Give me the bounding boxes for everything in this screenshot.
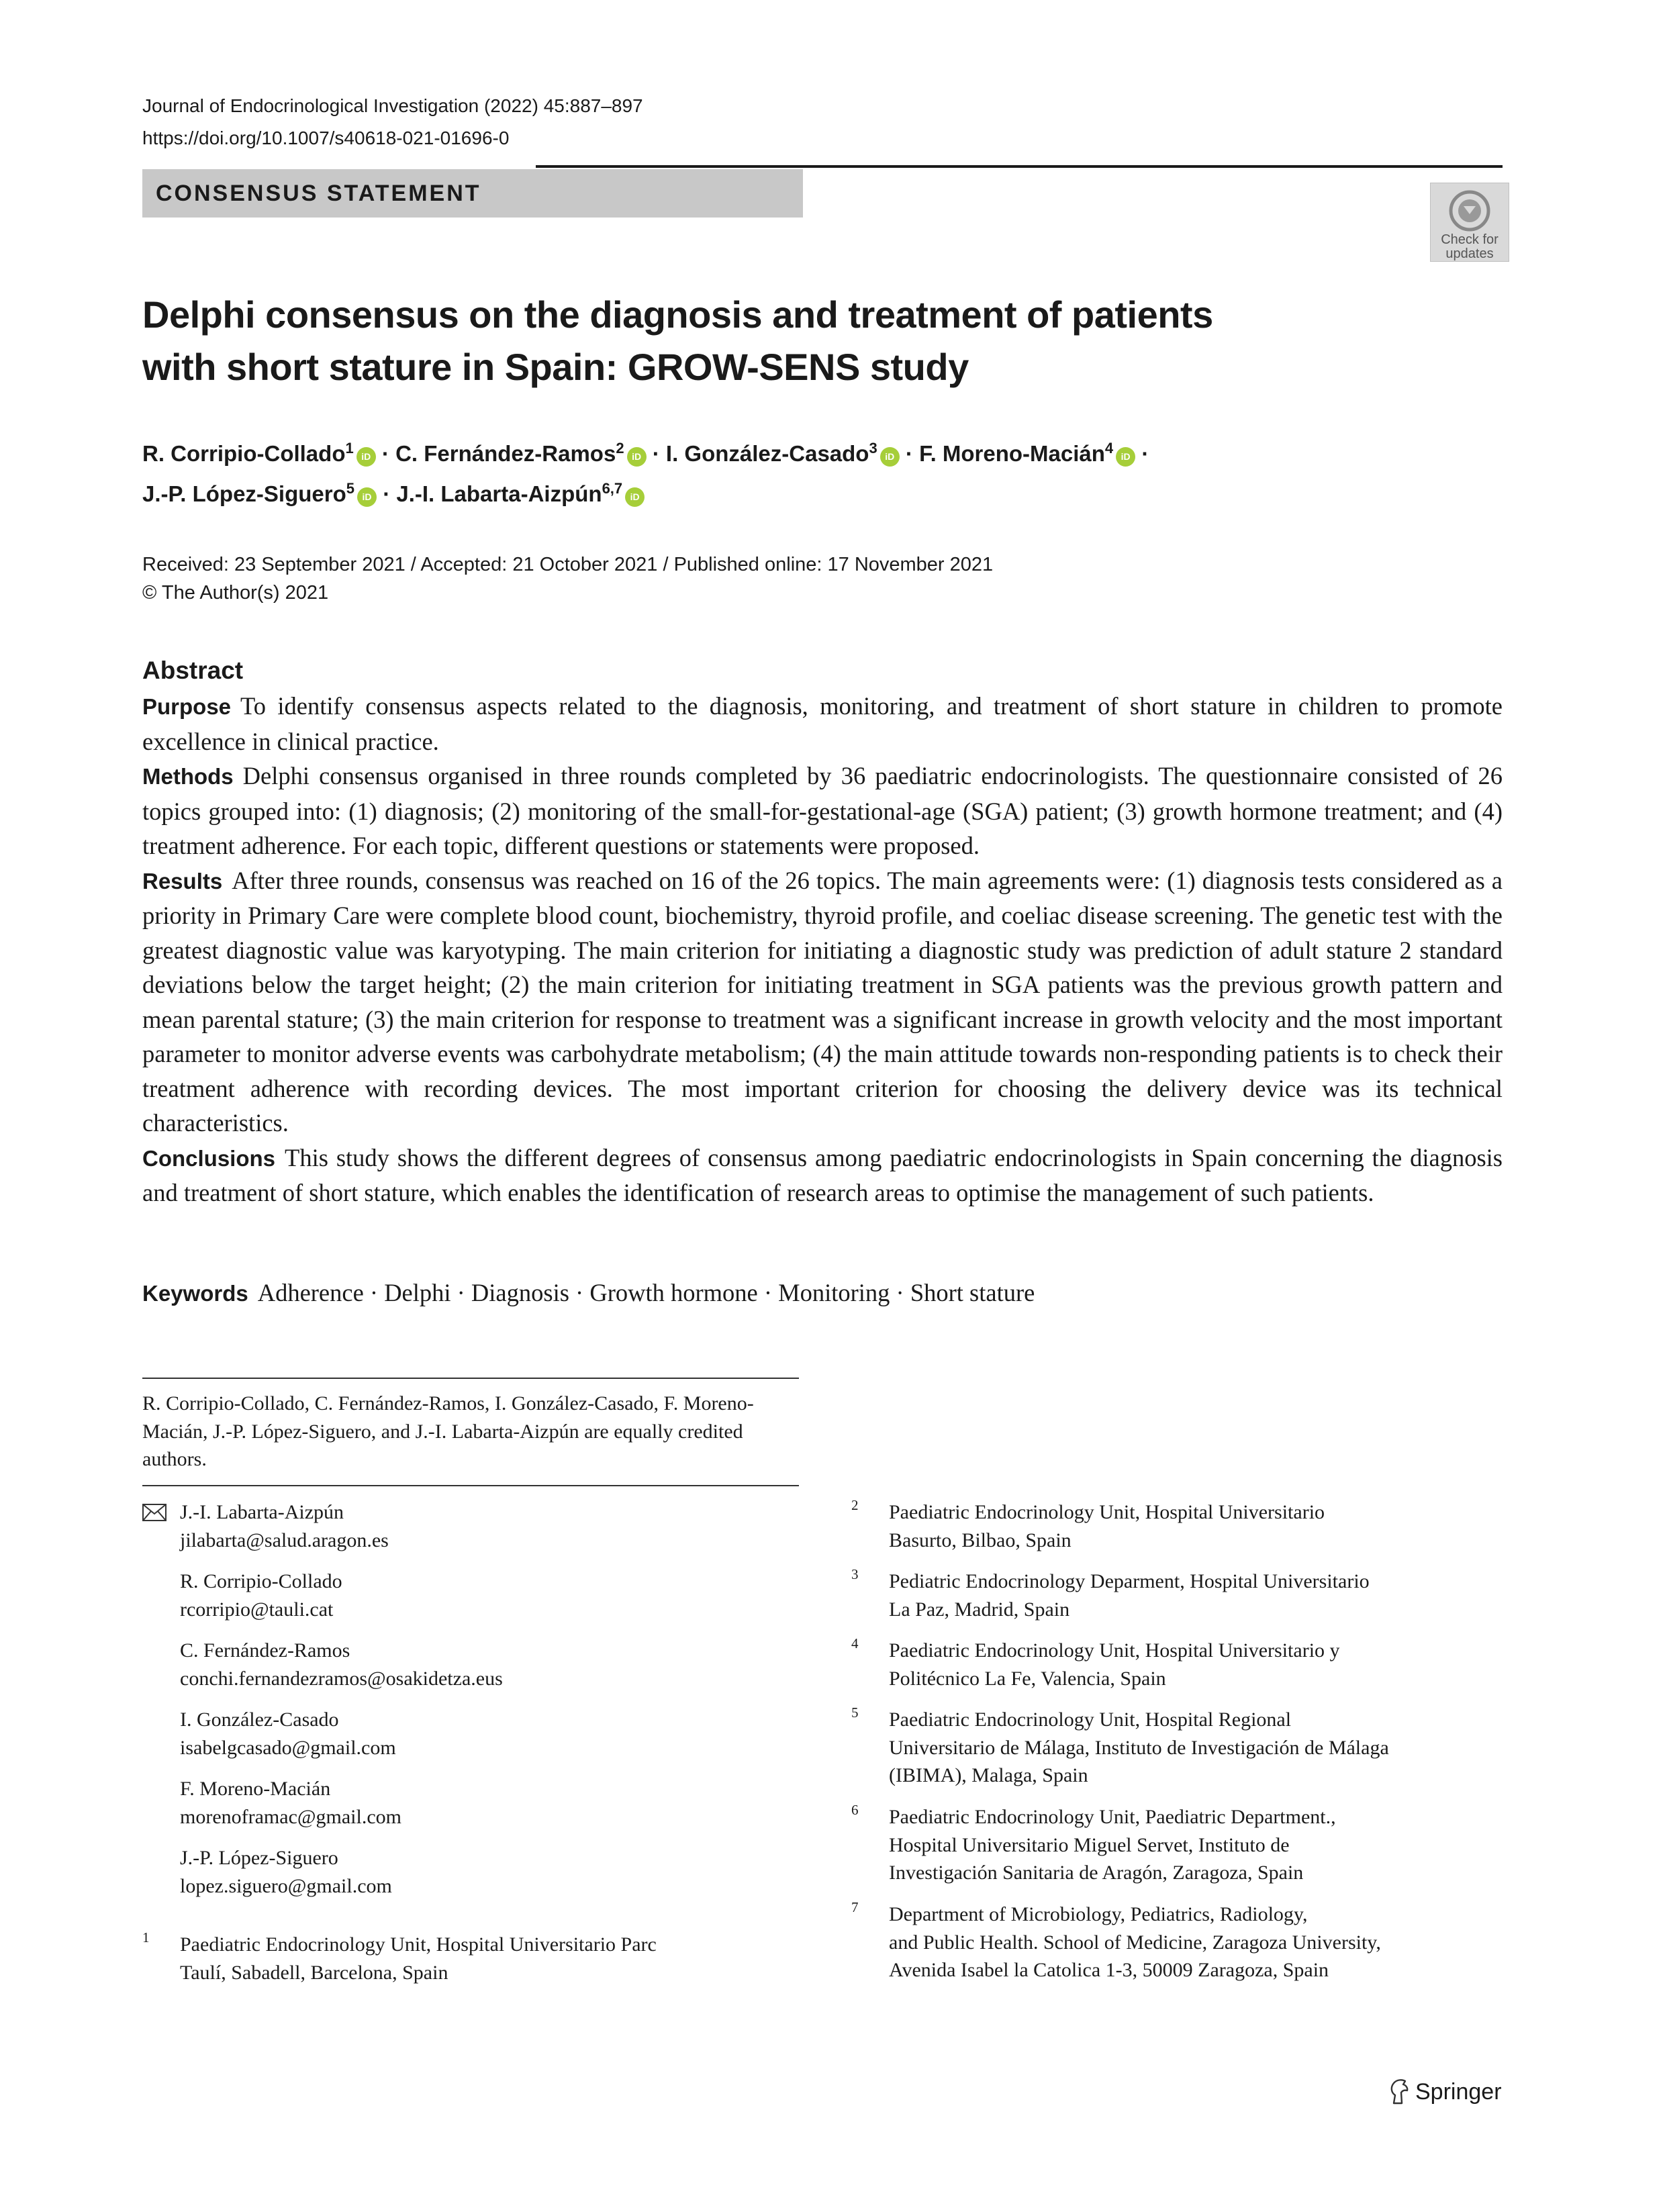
affiliation-number: 2 bbox=[851, 1497, 859, 1513]
contact-name: F. Moreno-Macián bbox=[180, 1778, 331, 1800]
affiliation-line: Paediatric Endocrinology Unit, Hospital Universitario bbox=[889, 1501, 1325, 1523]
abstract-conclusions bbox=[142, 1141, 1503, 1210]
header-rule bbox=[536, 165, 1503, 168]
purpose-label: Purpose bbox=[142, 694, 232, 719]
affiliation-5 bbox=[851, 1706, 1509, 1790]
author-affiliation: 6,7 bbox=[602, 480, 623, 497]
affiliation-line: La Paz, Madrid, Spain bbox=[889, 1598, 1070, 1621]
author-separator: · bbox=[905, 441, 913, 466]
contact-email[interactable]: lopez.siguero@gmail.com bbox=[180, 1874, 392, 1897]
contact-name: J.-P. López-Siguero bbox=[180, 1847, 338, 1869]
affiliation-6 bbox=[851, 1803, 1509, 1887]
affiliation-line: Paediatric Endocrinology Unit, Hospital Universitario Parc bbox=[180, 1933, 657, 1956]
check-updates-line1: Check for bbox=[1441, 232, 1498, 247]
contact-email[interactable]: jilabarta@salud.aragon.es bbox=[180, 1529, 389, 1551]
contact-email[interactable]: isabelgcasado@gmail.com bbox=[180, 1736, 396, 1759]
affiliation-number: 7 bbox=[851, 1899, 859, 1915]
corresponding-contact bbox=[142, 1498, 787, 1554]
author-affiliation: 2 bbox=[616, 440, 624, 456]
results-text: After three rounds, consensus was reached on 16 of the 26 topics. The main agreements were: (1) diagnosis tests considered as a priority in Primary Care were complete blood count, biochemistry, thyroid profile, and coeliac disease screening. The genetic test with the greatest diagnostic value was karyotyping. The main criterion for initiating a diagnostic study was prediction of adult stature 2 standard deviations below the target height; (2) the main criterion for initiating treatment in SGA patients was the previous growth pattern and mean parental stature; (3) the main criterion for response to treatment was a significant increase in growth velocity and the most important parameter to monitor adverse events was carbohydrate metabolism; (4) the main attitude towards non-responding patients is to check their treatment adherence with recording devices. The most important criterion for choosing the delivery device was its technical characteristics. bbox=[142, 866, 1503, 1137]
purpose-text: To identify consensus aspects related to the diagnosis, monitoring, and treatment of short stature in children to promote excellence in clinical practice. bbox=[142, 692, 1503, 755]
section-label: CONSENSUS STATEMENT bbox=[142, 169, 803, 218]
author-list bbox=[142, 431, 1418, 512]
publisher-name: Springer bbox=[1415, 2079, 1502, 2105]
orcid-icon[interactable]: iD bbox=[1116, 447, 1135, 467]
contact-entry bbox=[142, 1775, 787, 1831]
affiliation-4 bbox=[851, 1637, 1509, 1692]
affiliation-number: 1 bbox=[142, 1929, 150, 1945]
keywords-text: Adherence · Delphi · Diagnosis · Growth hormone · Monitoring · Short stature bbox=[257, 1279, 1035, 1306]
author-affiliation: 4 bbox=[1104, 440, 1114, 456]
author-name: R. Corripio-Collado bbox=[142, 441, 346, 466]
abstract-heading: Abstract bbox=[142, 657, 244, 684]
author-separator: · bbox=[652, 441, 660, 466]
orcid-icon[interactable]: iD bbox=[357, 487, 377, 507]
affiliation-line: Avenida Isabel la Catolica 1-3, 50009 Zaragoza, Spain bbox=[889, 1959, 1329, 1981]
contact-email[interactable]: rcorripio@tauli.cat bbox=[180, 1598, 334, 1621]
author-name: I. González-Casado bbox=[665, 441, 869, 466]
contact-entry bbox=[142, 1844, 787, 1900]
affiliation-1 bbox=[142, 1931, 787, 1986]
author-name: J.-P. López-Siguero bbox=[142, 481, 346, 506]
results-label: Results bbox=[142, 868, 223, 894]
contact-email[interactable]: morenoframac@gmail.com bbox=[180, 1805, 401, 1828]
publisher-logo bbox=[1387, 2078, 1502, 2105]
contact-name: I. González-Casado bbox=[180, 1709, 339, 1731]
affiliation-7 bbox=[851, 1901, 1509, 1984]
contact-entry bbox=[142, 1637, 787, 1692]
author-separator: · bbox=[381, 441, 389, 466]
abstract-body bbox=[142, 689, 1503, 1210]
affiliation-number: 3 bbox=[851, 1566, 859, 1582]
abstract-results bbox=[142, 863, 1503, 1141]
journal-header bbox=[142, 90, 643, 154]
affiliation-number: 5 bbox=[851, 1704, 859, 1721]
copyright-line: © The Author(s) 2021 bbox=[142, 582, 329, 604]
orcid-icon[interactable]: iD bbox=[356, 447, 376, 467]
check-for-updates-badge[interactable] bbox=[1430, 183, 1509, 262]
affiliation-line: Department of Microbiology, Pediatrics, Radiology, bbox=[889, 1903, 1308, 1925]
author-separator: · bbox=[1141, 441, 1149, 466]
affiliation-line: Hospital Universitario Miguel Servet, Instituto de bbox=[889, 1833, 1290, 1856]
contact-name: C. Fernández-Ramos bbox=[180, 1639, 350, 1662]
keywords-label: Keywords bbox=[142, 1281, 248, 1306]
abstract-purpose bbox=[142, 689, 1503, 759]
title-line-1: Delphi consensus on the diagnosis and treatment of patients bbox=[142, 293, 1213, 336]
conclusions-text: This study shows the different degrees of consensus among paediatric endocrinologists in Spain concerning the diagnosis and treatment of short stature, which enables the identification of research areas to optimise the management of such patients. bbox=[142, 1143, 1503, 1206]
contact-entry bbox=[142, 1706, 787, 1762]
affiliation-line: Paediatric Endocrinology Unit, Hospital Regional bbox=[889, 1709, 1292, 1731]
envelope-icon bbox=[142, 1504, 166, 1521]
equal-credit-note: R. Corripio-Collado, C. Fernández-Ramos, I. González-Casado, F. Moreno-Macián, J.-P. López-Siguero, and J.-I. Labarta-Aizpún are equally credited authors. bbox=[142, 1392, 754, 1470]
contact-list bbox=[142, 1498, 787, 1913]
affiliation-line: Universitario de Málaga, Instituto de Investigación de Málaga bbox=[889, 1736, 1389, 1759]
affiliation-3 bbox=[851, 1568, 1509, 1623]
article-title bbox=[142, 289, 1418, 393]
keywords bbox=[142, 1276, 1503, 1311]
publication-dates bbox=[142, 550, 993, 607]
title-line-2: with short stature in Spain: GROW-SENS study bbox=[142, 346, 969, 388]
contact-name: J.-I. Labarta-Aizpún bbox=[180, 1501, 344, 1523]
affiliation-line: (IBIMA), Malaga, Spain bbox=[889, 1764, 1088, 1786]
orcid-icon[interactable]: iD bbox=[627, 447, 647, 467]
author-affiliation: 5 bbox=[346, 480, 355, 497]
affiliation-line: Basurto, Bilbao, Spain bbox=[889, 1529, 1072, 1551]
author-separator: · bbox=[383, 481, 391, 506]
affiliation-number: 6 bbox=[851, 1802, 859, 1818]
journal-citation: Journal of Endocrinological Investigation (2022) 45:887–897 bbox=[142, 95, 643, 116]
dates-line: Received: 23 September 2021 / Accepted: 21 October 2021 / Published online: 17 November 2021 bbox=[142, 554, 994, 575]
author-name: F. Moreno-Macián bbox=[919, 441, 1105, 466]
author-affiliation: 1 bbox=[345, 440, 354, 456]
affiliation-line: Investigación Sanitaria de Aragón, Zaragoza, Spain bbox=[889, 1862, 1304, 1884]
affiliation-line: Paediatric Endocrinology Unit, Hospital Universitario y bbox=[889, 1639, 1340, 1662]
contact-name: R. Corripio-Collado bbox=[180, 1570, 342, 1592]
conclusions-label: Conclusions bbox=[142, 1145, 276, 1171]
orcid-icon[interactable]: iD bbox=[880, 447, 900, 467]
methods-text: Delphi consensus organised in three rounds completed by 36 paediatric endocrinologists. The questionnaire consisted of 26 topics grouped into: (1) diagnosis; (2) monitoring of the small-for-gestational-age (SGA) patient; (3) growth hormone treatment; and (4) treatment adherence. For each topic, different questions or statements were proposed. bbox=[142, 762, 1503, 859]
affiliation-line: Politécnico La Fe, Valencia, Spain bbox=[889, 1667, 1166, 1690]
affiliation-line: Paediatric Endocrinology Unit, Paediatric Department., bbox=[889, 1806, 1336, 1828]
methods-label: Methods bbox=[142, 764, 234, 789]
author-name: J.-I. Labarta-Aizpún bbox=[396, 481, 602, 506]
abstract-methods bbox=[142, 759, 1503, 863]
author-name: C. Fernández-Ramos bbox=[395, 441, 616, 466]
contact-email[interactable]: conchi.fernandezramos@osakidetza.eus bbox=[180, 1667, 503, 1690]
check-updates-icon bbox=[1449, 190, 1490, 232]
affiliation-line: and Public Health. School of Medicine, Zaragoza University, bbox=[889, 1931, 1381, 1954]
footnote-rule-top bbox=[142, 1378, 799, 1379]
springer-horse-icon bbox=[1387, 2078, 1410, 2105]
contact-entry bbox=[142, 1568, 787, 1623]
affiliation-line: Taulí, Sabadell, Barcelona, Spain bbox=[180, 1961, 448, 1984]
check-updates-line2: updates bbox=[1445, 246, 1494, 261]
affiliation-2 bbox=[851, 1498, 1509, 1554]
affiliation-line: Pediatric Endocrinology Deparment, Hospital Universitario bbox=[889, 1570, 1370, 1592]
doi-link[interactable]: https://doi.org/10.1007/s40618-021-01696-0 bbox=[142, 128, 510, 148]
author-affiliation: 3 bbox=[869, 440, 877, 456]
footnote-rule-bottom bbox=[142, 1485, 799, 1486]
affiliation-number: 4 bbox=[851, 1635, 859, 1651]
orcid-icon[interactable]: iD bbox=[625, 487, 645, 507]
